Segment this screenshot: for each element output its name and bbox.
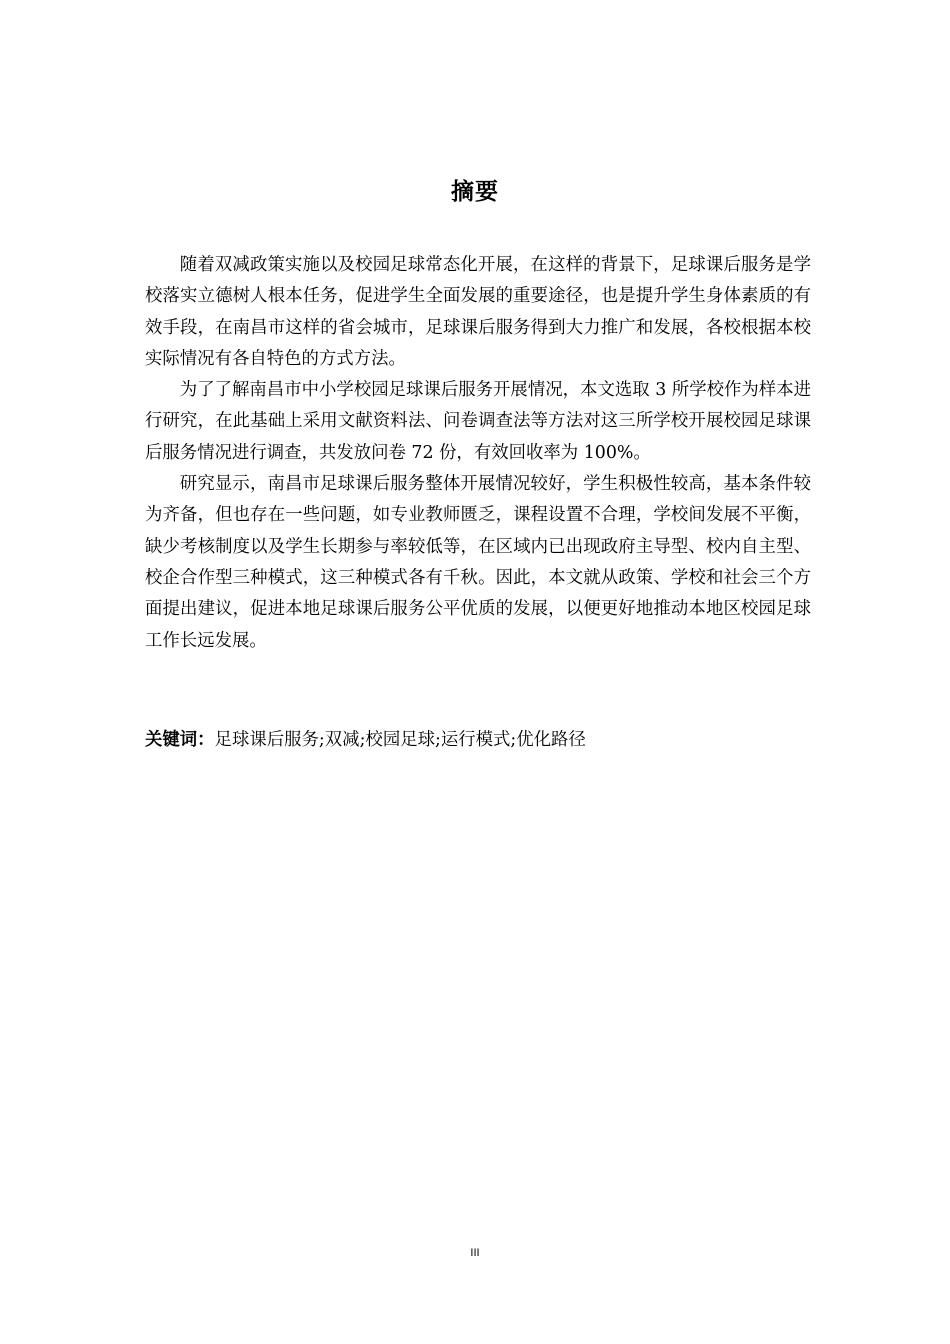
abstract-body (145, 250, 811, 657)
abstract-paragraph-1: 随着双减政策实施以及校园足球常态化开展，在这样的背景下，足球课后服务是学校落实立德树人根本任务，促进学生全面发展的重要途径，也是提升学生身体素质的有效手段，在南昌市这样的省会城市，足球课后服务得到大力推广和发展，各校根据本校实际情况有各自特色的方式方法。 (145, 255, 811, 369)
keywords-text: 足球课后服务;双减;校园足球;运行模式;优化路径 (214, 730, 586, 750)
abstract-paragraph-2: 为了了解南昌市中小学校园足球课后服务开展情况，本文选取 3 所学校作为样本进行研究，在此基础上采用文献资料法、问卷调查法等方法对这三所学校开展校园足球课后服务情况进行调查，共发放问卷 72 份，有效回收率为 100%。 (145, 380, 811, 463)
keywords-label: 关键词： (145, 730, 215, 750)
abstract-title: 摘要 (451, 179, 499, 205)
page-number: III (470, 1247, 480, 1259)
keywords-line (145, 725, 811, 756)
abstract-paragraph-3: 研究显示，南昌市足球课后服务整体开展情况较好，学生积极性较高，基本条件较为齐备，但也存在一些问题，如专业教师匮乏，课程设置不合理，学校间发展不平衡，缺少考核制度以及学生长期参与率较低等，在区域内已出现政府主导型、校内自主型、校企合作型三种模式，这三种模式各有千秋。因此，本文就从政策、学校和社会三个方面提出建议，促进本地足球课后服务公平优质的发展，以便更好地推动本地区校园足球工作长远发展。 (145, 474, 811, 651)
